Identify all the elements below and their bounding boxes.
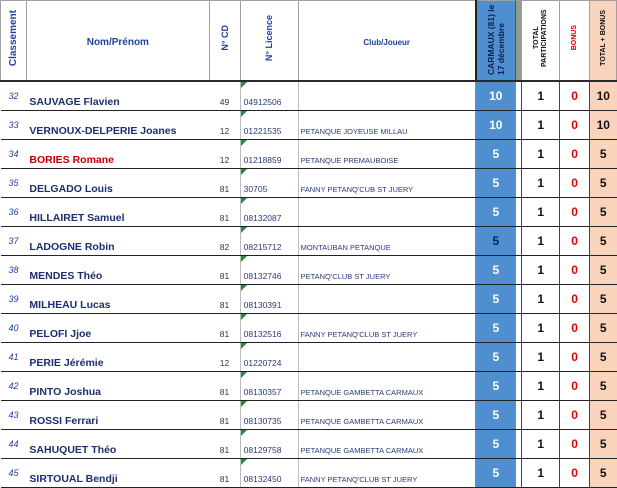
header-event-label: CARMAUX (81) le 17 décembre (486, 4, 507, 75)
name-cell[interactable]: LADOGNE Robin (26, 227, 209, 256)
name-cell[interactable]: ROSSI Ferrari (26, 401, 209, 430)
total-cell[interactable]: 5 (590, 285, 617, 314)
licence-cell[interactable] (240, 459, 298, 488)
comment-marker-icon (241, 430, 247, 436)
points-cell[interactable]: 10 (476, 111, 516, 140)
bonus-cell[interactable]: 0 (560, 430, 590, 459)
rank-cell[interactable]: 35 (1, 169, 27, 198)
header-total-bonus[interactable] (590, 1, 617, 82)
table-body (1, 81, 617, 488)
name-cell[interactable]: PERIE Jérémie (26, 343, 209, 372)
licence-value: 08132746 (243, 271, 282, 281)
bonus-cell[interactable]: 0 (560, 343, 590, 372)
total-cell[interactable]: 5 (590, 372, 617, 401)
participations-cell[interactable]: 1 (522, 372, 560, 401)
club-cell[interactable] (298, 81, 476, 111)
total-cell[interactable]: 5 (590, 430, 617, 459)
rank-cell[interactable]: 43 (1, 401, 27, 430)
licence-value: 30705 (243, 184, 268, 194)
name-cell[interactable]: MILHEAU Lucas (26, 285, 209, 314)
name-cell[interactable]: PELOFI Jjoe (26, 314, 209, 343)
licence-value: 01218859 (243, 155, 282, 165)
cd-cell[interactable]: 12 (209, 343, 240, 372)
licence-value: 08129758 (243, 445, 282, 455)
header-nom-prenom[interactable] (26, 1, 209, 82)
points-cell[interactable]: 5 (476, 140, 516, 169)
club-cell[interactable]: PETANQUE GAMBETTA CARMAUX (298, 401, 476, 430)
bonus-cell[interactable]: 0 (560, 81, 590, 111)
points-cell[interactable]: 5 (476, 401, 516, 430)
total-cell[interactable]: 5 (590, 227, 617, 256)
header-club[interactable] (298, 1, 476, 82)
club-cell[interactable] (298, 285, 476, 314)
name-cell[interactable]: PINTO Joshua (26, 372, 209, 401)
table-row (1, 81, 617, 111)
comment-marker-icon (241, 372, 247, 378)
licence-value: 08130357 (243, 387, 282, 397)
bonus-cell[interactable]: 0 (560, 401, 590, 430)
bonus-cell[interactable]: 0 (560, 459, 590, 488)
licence-cell[interactable] (240, 140, 298, 169)
total-cell[interactable]: 5 (590, 401, 617, 430)
total-cell[interactable]: 5 (590, 459, 617, 488)
total-cell[interactable]: 10 (590, 111, 617, 140)
header-event-carmaux[interactable] (476, 1, 516, 82)
licence-value: 01220724 (243, 358, 282, 368)
points-cell[interactable]: 10 (476, 81, 516, 111)
table-row (1, 198, 617, 227)
bonus-cell[interactable]: 0 (560, 314, 590, 343)
participations-cell[interactable]: 1 (522, 81, 560, 111)
bonus-cell[interactable]: 0 (560, 198, 590, 227)
table-row (1, 430, 617, 459)
total-cell[interactable]: 5 (590, 140, 617, 169)
header-n-licence[interactable] (240, 1, 298, 82)
bonus-cell[interactable]: 0 (560, 285, 590, 314)
licence-value: 08215712 (243, 242, 282, 252)
header-bonus-label: BONUS (571, 25, 579, 51)
bonus-cell[interactable]: 0 (560, 169, 590, 198)
bonus-cell[interactable]: 0 (560, 372, 590, 401)
club-cell[interactable]: PETANQUE GAMBETTA CARMAUX (298, 372, 476, 401)
club-cell[interactable]: MONTAUBAN PETANQUE (298, 227, 476, 256)
cd-cell[interactable]: 12 (209, 111, 240, 140)
club-cell[interactable]: FANNY PETANQ'CLUB ST JUERY (298, 459, 476, 488)
points-cell[interactable]: 5 (476, 314, 516, 343)
licence-cell[interactable] (240, 81, 298, 111)
points-cell[interactable]: 5 (476, 343, 516, 372)
licence-cell[interactable] (240, 111, 298, 140)
table-row (1, 140, 617, 169)
name-cell[interactable]: DELGADO Louis (26, 169, 209, 198)
comment-marker-icon (241, 401, 247, 407)
cd-cell[interactable]: 82 (209, 227, 240, 256)
club-cell[interactable] (298, 198, 476, 227)
participations-cell[interactable]: 1 (522, 285, 560, 314)
bonus-cell[interactable]: 0 (560, 111, 590, 140)
licence-value: 04912506 (243, 97, 282, 107)
table-row (1, 459, 617, 488)
name-cell[interactable]: MENDES Théo (26, 256, 209, 285)
total-cell[interactable]: 10 (590, 81, 617, 111)
name-cell[interactable]: SIRTOUAL Bendji (26, 459, 209, 488)
licence-cell[interactable] (240, 372, 298, 401)
comment-marker-icon (241, 256, 247, 262)
licence-value: 08132087 (243, 213, 282, 223)
cd-cell[interactable]: 81 (209, 198, 240, 227)
table-row (1, 169, 617, 198)
licence-cell[interactable] (240, 430, 298, 459)
cd-cell[interactable]: 81 (209, 401, 240, 430)
table-row (1, 401, 617, 430)
points-cell[interactable]: 5 (476, 227, 516, 256)
cd-cell[interactable]: 12 (209, 140, 240, 169)
header-total-bonus-label: TOTAL + BONUS (599, 10, 607, 66)
comment-marker-icon (241, 343, 247, 349)
table-row (1, 227, 617, 256)
participations-cell[interactable]: 1 (522, 430, 560, 459)
rank-cell[interactable]: 32 (1, 81, 27, 111)
participations-cell[interactable]: 1 (522, 343, 560, 372)
total-cell[interactable]: 5 (590, 169, 617, 198)
club-cell[interactable]: PETANQUE PREMAUBOISE (298, 140, 476, 169)
points-cell[interactable]: 5 (476, 169, 516, 198)
header-row (1, 1, 617, 82)
participations-cell[interactable]: 1 (522, 227, 560, 256)
participations-cell[interactable]: 1 (522, 198, 560, 227)
name-cell[interactable]: HILLAIRET Samuel (26, 198, 209, 227)
licence-cell[interactable] (240, 343, 298, 372)
table-row (1, 111, 617, 140)
cd-cell[interactable]: 81 (209, 372, 240, 401)
points-cell[interactable]: 5 (476, 198, 516, 227)
rank-cell[interactable]: 42 (1, 372, 27, 401)
licence-value: 01221535 (243, 126, 282, 136)
header-classement-label: Classement (7, 9, 19, 67)
header-n-cd-label: N° CD (219, 25, 230, 51)
licence-value: 08130391 (243, 300, 282, 310)
licence-cell[interactable] (240, 256, 298, 285)
rank-cell[interactable]: 41 (1, 343, 27, 372)
rank-cell[interactable]: 38 (1, 256, 27, 285)
rank-cell[interactable]: 44 (1, 430, 27, 459)
cd-cell[interactable]: 49 (209, 81, 240, 111)
comment-marker-icon (241, 314, 247, 320)
licence-cell[interactable] (240, 401, 298, 430)
comment-marker-icon (241, 111, 247, 117)
participations-cell[interactable]: 1 (522, 111, 560, 140)
participations-cell[interactable]: 1 (522, 256, 560, 285)
club-cell[interactable]: PETANQUE GAMBETTA CARMAUX (298, 430, 476, 459)
header-participations[interactable] (522, 1, 560, 82)
participations-cell[interactable]: 1 (522, 314, 560, 343)
club-cell[interactable]: FANNY PETANQ'CLUB ST JUERY (298, 314, 476, 343)
rank-cell[interactable]: 45 (1, 459, 27, 488)
header-club-label: Club/Joueur (363, 37, 411, 47)
rank-cell[interactable]: 33 (1, 111, 27, 140)
cd-cell[interactable]: 81 (209, 169, 240, 198)
licence-cell[interactable] (240, 227, 298, 256)
total-cell[interactable]: 5 (590, 314, 617, 343)
table-row (1, 256, 617, 285)
total-cell[interactable]: 5 (590, 256, 617, 285)
name-cell[interactable]: VERNOUX-DELPERIE Joanes (26, 111, 209, 140)
bonus-cell[interactable]: 0 (560, 256, 590, 285)
points-cell[interactable]: 5 (476, 430, 516, 459)
table-row (1, 372, 617, 401)
header-nom-prenom-label: Nom/Prénom (86, 36, 149, 48)
name-cell[interactable]: SAUVAGE Flavien (26, 81, 209, 111)
header-bonus[interactable] (560, 1, 590, 82)
table-row (1, 285, 617, 314)
licence-value: 08130735 (243, 416, 282, 426)
points-cell[interactable]: 5 (476, 256, 516, 285)
table-row (1, 314, 617, 343)
comment-marker-icon (241, 140, 247, 146)
participations-cell[interactable]: 1 (522, 401, 560, 430)
licence-cell[interactable] (240, 285, 298, 314)
bonus-cell[interactable]: 0 (560, 140, 590, 169)
table-row (1, 343, 617, 372)
cd-cell[interactable]: 81 (209, 285, 240, 314)
comment-marker-icon (241, 227, 247, 233)
licence-value: 08132516 (243, 329, 282, 339)
header-n-cd[interactable] (209, 1, 240, 82)
comment-marker-icon (241, 198, 247, 204)
club-cell[interactable]: PETANQUE JOYEUSE MILLAU (298, 111, 476, 140)
club-cell[interactable] (298, 343, 476, 372)
licence-cell[interactable] (240, 314, 298, 343)
points-cell[interactable]: 5 (476, 285, 516, 314)
participations-cell[interactable]: 1 (522, 140, 560, 169)
total-cell[interactable]: 5 (590, 198, 617, 227)
rank-cell[interactable]: 37 (1, 227, 27, 256)
rank-cell[interactable]: 36 (1, 198, 27, 227)
cd-cell[interactable]: 81 (209, 430, 240, 459)
cd-cell[interactable]: 81 (209, 314, 240, 343)
header-participations-label: TOTAL PARTICIPATIONS (532, 9, 548, 67)
licence-cell[interactable] (240, 198, 298, 227)
club-cell[interactable]: PETANQ'CLUB ST JUERY (298, 256, 476, 285)
comment-marker-icon (241, 285, 247, 291)
licence-value: 08132450 (243, 474, 282, 484)
points-cell[interactable]: 5 (476, 372, 516, 401)
licence-cell[interactable] (240, 169, 298, 198)
header-classement[interactable] (1, 1, 27, 82)
club-cell[interactable]: FANNY PETANQ'CUB ST JUERY (298, 169, 476, 198)
comment-marker-icon (241, 459, 247, 465)
participations-cell[interactable]: 1 (522, 169, 560, 198)
rank-cell[interactable]: 40 (1, 314, 27, 343)
name-cell[interactable]: SAHUQUET Théo (26, 430, 209, 459)
participations-cell[interactable]: 1 (522, 459, 560, 488)
total-cell[interactable]: 5 (590, 343, 617, 372)
cd-cell[interactable]: 81 (209, 459, 240, 488)
comment-marker-icon (241, 82, 247, 88)
comment-marker-icon (241, 169, 247, 175)
name-cell[interactable]: BORIES Romane (26, 140, 209, 169)
rank-cell[interactable]: 39 (1, 285, 27, 314)
points-cell[interactable]: 5 (476, 459, 516, 488)
bonus-cell[interactable]: 0 (560, 227, 590, 256)
rank-cell[interactable]: 34 (1, 140, 27, 169)
header-n-licence-label: N° Licence (264, 14, 275, 62)
cd-cell[interactable]: 81 (209, 256, 240, 285)
